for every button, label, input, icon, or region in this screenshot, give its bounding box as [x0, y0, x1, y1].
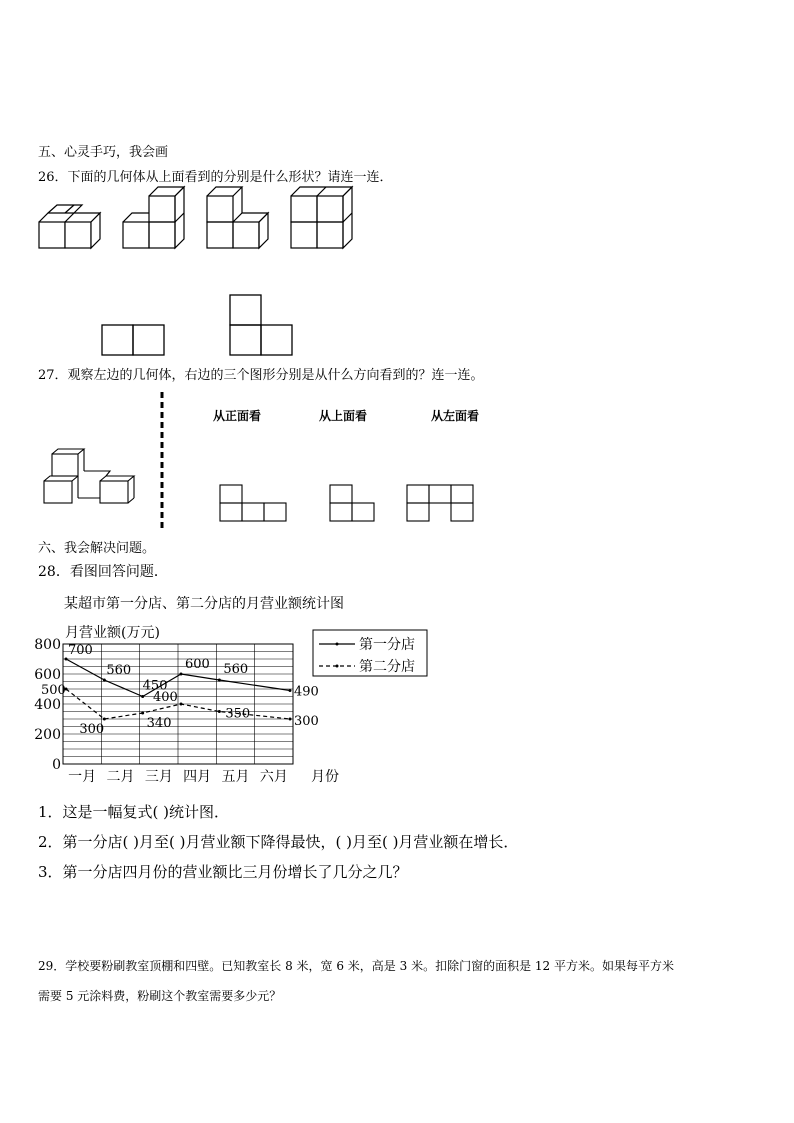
- question-26-text: 26．下面的几何体从上面看到的分别是什么形状？请连一连．: [38, 170, 393, 185]
- chart-x-tick-label: 二月: [106, 769, 135, 785]
- q26-solid-4: [291, 187, 352, 248]
- q26-solid-1: [39, 205, 100, 248]
- q28-item-3: 3．第一分店四月份的营业额比三月份增长了几分之几？: [38, 863, 408, 881]
- chart-data-label: 300: [79, 722, 105, 737]
- chart-point-series-2: [218, 710, 221, 713]
- q27-shape-3: [407, 485, 473, 521]
- view-label-front: 从正面看: [213, 409, 262, 423]
- chart-point-series-1: [103, 679, 106, 682]
- q26-view-two-squares: [102, 325, 164, 355]
- chart-y-tick-label: 400: [34, 697, 61, 713]
- q26-solid-2: [123, 187, 184, 248]
- chart-x-tick-label: 一月: [68, 769, 97, 785]
- question-27-text: 27．观察左边的几何体，右边的三个图形分别是从什么方向看到的？连一连。: [38, 368, 484, 383]
- section-six-heading: 六、我会解决问题。: [38, 541, 156, 556]
- chart-x-tick-label: 四月: [183, 769, 212, 785]
- chart-x-tick-label: 三月: [144, 769, 173, 785]
- chart-point-series-1: [218, 679, 221, 682]
- chart-y-label: 月营业额(万元): [65, 625, 160, 641]
- chart-x-tick-label: 六月: [259, 769, 288, 785]
- chart-title: 某超市第一分店、第二分店的月营业额统计图: [64, 596, 344, 612]
- chart-data-label: 600: [185, 657, 210, 672]
- q27-shape-2: [330, 485, 374, 521]
- chart-point-series-1: [141, 695, 144, 698]
- chart-data-label: 400: [153, 690, 178, 705]
- q27-shape-1: [220, 485, 286, 521]
- view-label-left: 从左面看: [431, 409, 480, 423]
- question-29-line-1: 29．学校要粉刷教室顶棚和四壁。已知教室长 8 米，宽 6 米，高是 3 米。扣除门窗的面积是 12 平方米。如果每平方米: [38, 959, 674, 973]
- chart-point-series-1: [180, 673, 183, 676]
- chart-data-label: 700: [68, 643, 93, 658]
- chart-data-label: 500: [41, 683, 66, 698]
- q27-view-shapes: [216, 482, 478, 524]
- q26-top-views: [98, 292, 298, 358]
- chart-data-label: 450: [142, 678, 168, 694]
- chart-point-series-2: [180, 703, 183, 706]
- chart-data-label: 560: [106, 663, 132, 678]
- q28-item-2: 2．第一分店( )月至( )月营业额下降得最快，( )月至( )月营业额在增长．: [38, 833, 519, 851]
- chart-y-tick-label: 0: [52, 757, 61, 773]
- chart-data-label: 560: [223, 662, 249, 677]
- chart-legend-marker: [336, 665, 339, 668]
- chart-legend-marker: [336, 643, 339, 646]
- chart-point-series-2: [103, 718, 106, 721]
- chart-y-tick-label: 800: [34, 637, 61, 653]
- view-label-top: 从上面看: [319, 409, 368, 423]
- chart-data-label: 340: [146, 716, 172, 731]
- chart-data-label: 490: [294, 684, 319, 700]
- question-29-line-2: 需要 5 元涂料费，粉刷这个教室需要多少元？: [38, 989, 282, 1003]
- q27-solid-figure: [40, 446, 142, 508]
- chart-x-tick-label: 五月: [221, 769, 250, 785]
- chart-data-label: 300: [294, 714, 319, 729]
- q26-solids-figure: [30, 185, 370, 255]
- chart-legend-label-1: 第一分店: [359, 637, 415, 653]
- q27-divider: [158, 390, 166, 532]
- q26-view-l-shape: [230, 295, 292, 355]
- section-five-heading: 五、心灵手巧，我会画: [38, 145, 169, 160]
- q28-item-1: 1．这是一幅复式( )统计图．: [38, 803, 230, 821]
- chart-y-tick-label: 600: [34, 667, 61, 683]
- chart-x-axis-label: 月份: [311, 769, 339, 785]
- chart-y-tick-label: 200: [34, 727, 61, 743]
- chart-point-series-2: [289, 718, 292, 721]
- chart-legend-label-2: 第二分店: [359, 659, 415, 675]
- chart-point-series-1: [289, 689, 292, 692]
- chart-data-label: 350: [225, 706, 251, 722]
- question-28-text: 28．看图回答问题．: [38, 564, 168, 580]
- chart-point-series-2: [141, 712, 144, 715]
- q26-solid-3: [207, 187, 268, 248]
- line-chart: [30, 628, 440, 790]
